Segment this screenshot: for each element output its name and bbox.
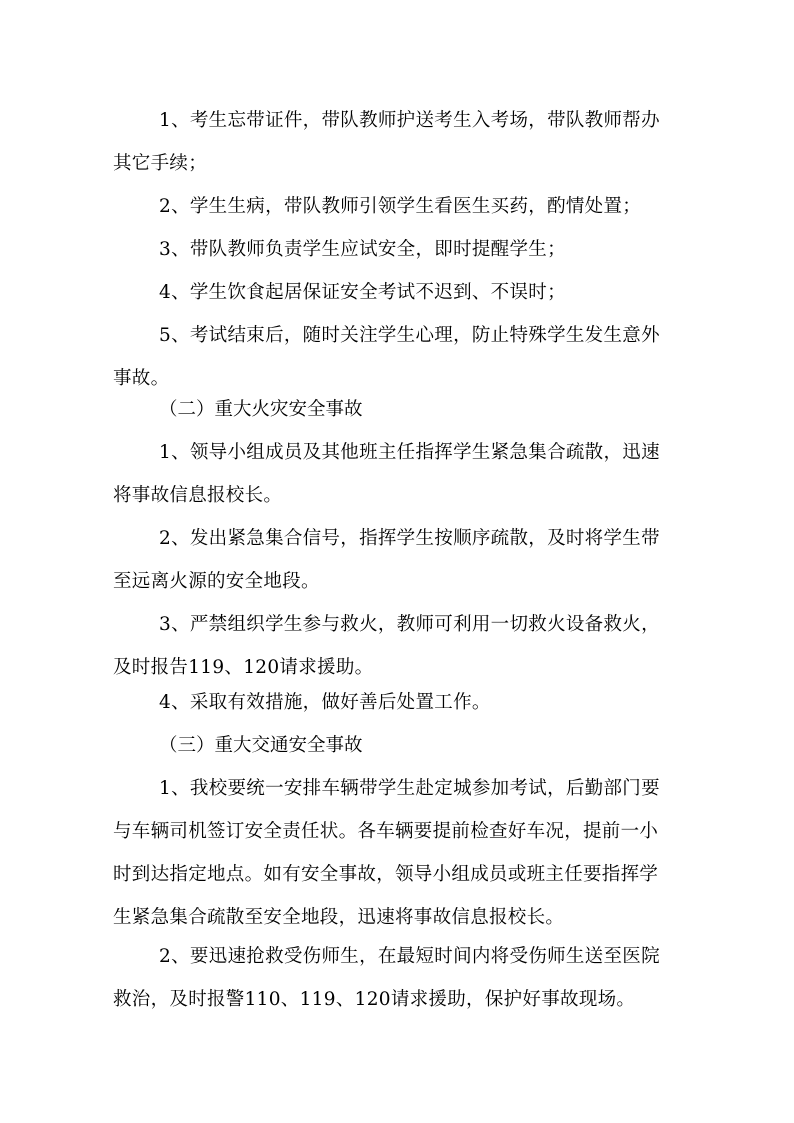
- paragraph-exam-5: 5、考试结束后，随时关注学生心理，防止特殊学生发生意外事故。: [113, 325, 660, 389]
- paragraph-traffic-2: 2、要迅速抢救受伤师生，在最短时间内将受伤师生送至医院救治，及时报警110、119、120请求援助，保护好事故现场。: [113, 946, 660, 1010]
- paragraph-fire-4: 4、采取有效措施，做好善后处置工作。: [159, 692, 491, 713]
- paragraph-fire-3: 3、严禁组织学生参与救火，教师可利用一切救火设备救火，及时报告119、120请求援助。: [113, 614, 660, 678]
- paragraph-traffic-1: 1、我校要统一安排车辆带学生赴定城参加考试，后勤部门要与车辆司机签订安全责任状。各车辆要提前检查好车况，提前一小时到达指定地点。如有安全事故，领导小组成员或班主任要指挥学生紧急集合疏散至安全地段，迅速将事故信息报校长。: [113, 778, 660, 928]
- paragraph-fire-1: 1、领导小组成员及其他班主任指挥学生紧急集合疏散，迅速将事故信息报校长。: [113, 442, 660, 506]
- paragraph-exam-4: 4、学生饮食起居保证安全考试不迟到、不误时；: [159, 282, 566, 303]
- section-heading-fire: （二）重大火灾安全事故: [159, 399, 363, 420]
- paragraph-fire-2: 2、发出紧急集合信号，指挥学生按顺序疏散，及时将学生带至远离火源的安全地段。: [113, 528, 660, 592]
- section-heading-traffic: （三）重大交通安全事故: [159, 735, 363, 756]
- paragraph-exam-1: 1、考生忘带证件，带队教师护送考生入考场，带队教师帮办其它手续；: [113, 110, 660, 174]
- paragraph-exam-2: 2、学生生病，带队教师引领学生看医生买药，酌情处置；: [159, 196, 642, 217]
- paragraph-exam-3: 3、带队教师负责学生应试安全，即时提醒学生；: [159, 239, 566, 260]
